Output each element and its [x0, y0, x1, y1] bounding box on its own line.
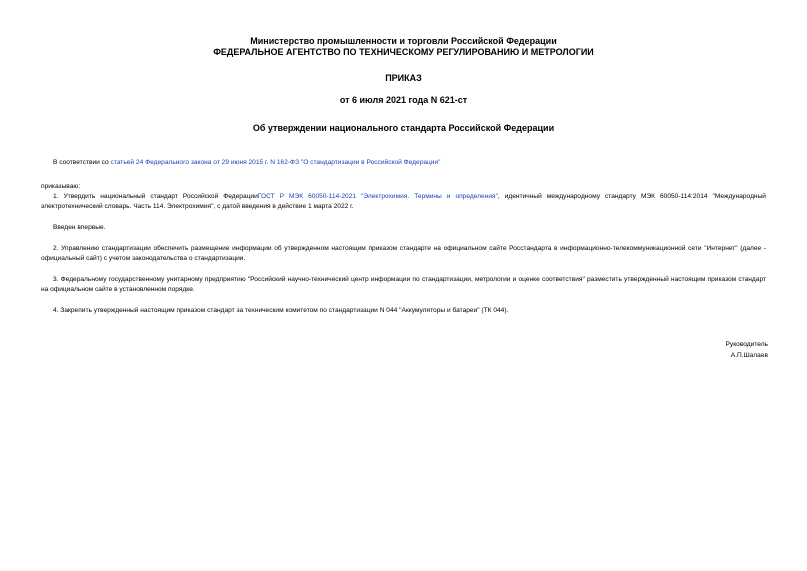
- document-body: [41, 158, 766, 316]
- introduced-note: Введен впервые.: [53, 224, 106, 231]
- orders-label: приказываю:: [41, 183, 81, 190]
- order-title: ПРИКАЗ: [385, 73, 422, 83]
- item-4-paragraph: 4. Закрепить утвержденный настоящим приказом стандарт за техническим комитетом по стандартизации N 044 "Аккумуляторы и батареи" (ТК 044).: [53, 307, 509, 314]
- document-header: [41, 0, 766, 134]
- signature-name: А.П.Шалаев: [730, 352, 768, 359]
- signature-role: Руководитель: [725, 341, 768, 348]
- item-1-suffix: , идентичный международному стандарту МЭК 60050-114:2014 "Международный электротехнический словарь. Часть 114. Электрохимия", с датой введения в действие 1 марта 2022 г.: [41, 193, 766, 210]
- signature-block: [726, 339, 768, 361]
- order-date: от 6 июля 2021 года N 621-ст: [339, 95, 468, 105]
- order-subject: Об утверждении национального стандарта Российской Федерации: [252, 123, 555, 133]
- item-3-paragraph: 3. Федеральному государственному унитарному предприятию "Российский научно-технический центр информации по стандартизации, метрологии и оценке соответствия" разместить утвержденный настоящим приказом стандарт на официальном сайте в установленном порядке.: [41, 276, 766, 293]
- standard-link[interactable]: ГОСТ Р МЭК 60050-114-2021 "Электрохимия. Термины и определения": [257, 193, 498, 200]
- intro-prefix: В соответствии со: [53, 159, 111, 166]
- law-link[interactable]: статьей 24 Федерального закона от 29 июня 2015 г. N 162-ФЗ "О стандартизации в Российской Федерации": [110, 159, 441, 166]
- item-1-prefix: 1. Утвердить национальный стандарт Российской Федерации: [53, 193, 258, 200]
- agency-name: ФЕДЕРАЛЬНОЕ АГЕНТСТВО ПО ТЕХНИЧЕСКОМУ РЕГУЛИРОВАНИЮ И МЕТРОЛОГИИ: [213, 47, 594, 57]
- item-1-paragraph: [41, 192, 766, 212]
- item-2-paragraph: 2. Управлению стандартизации обеспечить размещение информации об утвержденном настоящим приказом стандарте на официальном сайте Росстандарта в информационно-телекоммуникационной сети "Интернет" (далее - официальный сайт) с учетом законодательства о стандартизации.: [41, 245, 766, 262]
- ministry-name: Министерство промышленности и торговли Российской Федерации: [250, 36, 557, 46]
- intro-paragraph: [41, 158, 766, 168]
